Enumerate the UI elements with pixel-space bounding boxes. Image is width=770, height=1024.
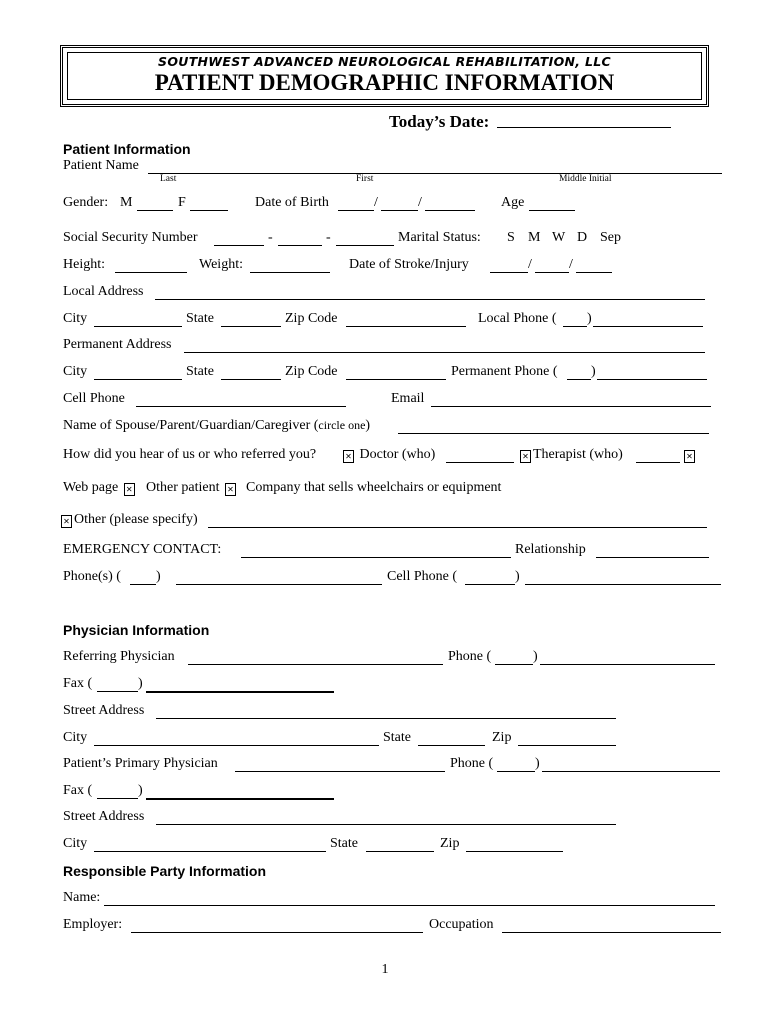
- emergency-cell-field[interactable]: [525, 584, 721, 585]
- marital-option-separated[interactable]: Sep: [600, 230, 621, 245]
- web-page-label: Web page: [63, 480, 119, 495]
- marital-option-divorced[interactable]: D: [577, 230, 588, 245]
- emergency-phone-area-field[interactable]: [130, 584, 156, 585]
- weight-label: Weight:: [199, 257, 243, 272]
- circle-one-note: circle one: [318, 418, 366, 432]
- physician-section-title: Physician Information: [63, 622, 210, 638]
- referring-phone-area-field[interactable]: [495, 664, 533, 665]
- dob-day-field[interactable]: [381, 210, 418, 211]
- referral-extra-checkbox[interactable]: ✕: [684, 450, 695, 463]
- dob-month-field[interactable]: [338, 210, 374, 211]
- permanent-address-field[interactable]: [184, 352, 705, 353]
- other-specify-checkbox[interactable]: ✕: [61, 515, 72, 528]
- dob-year-field[interactable]: [425, 210, 475, 211]
- gender-m-field[interactable]: [137, 210, 173, 211]
- email-label: Email: [391, 391, 425, 406]
- marital-status-label: Marital Status:: [398, 230, 481, 245]
- emergency-cell-area-field[interactable]: [465, 584, 515, 585]
- referral-extra-option[interactable]: [682, 447, 697, 463]
- primary-phone-area-field[interactable]: [497, 771, 535, 772]
- local-zip-field[interactable]: [346, 326, 466, 327]
- caregiver-label: [63, 418, 370, 434]
- emergency-cell-label: Cell Phone (: [387, 569, 457, 584]
- occupation-field[interactable]: [502, 932, 721, 933]
- therapist-checkbox[interactable]: ✕: [520, 450, 531, 463]
- primary-phone-label: Phone (: [450, 756, 494, 771]
- responsible-name-field[interactable]: [104, 905, 715, 906]
- stroke-day-field[interactable]: [535, 272, 569, 273]
- local-city-field[interactable]: [94, 326, 182, 327]
- permanent-city-field[interactable]: [94, 379, 182, 380]
- permanent-state-label: State: [186, 364, 214, 379]
- primary-phone-field[interactable]: [542, 771, 720, 772]
- permanent-zip-label: Zip Code: [285, 364, 338, 379]
- ssn-label: Social Security Number: [63, 230, 198, 245]
- primary-physician-label: Patient’s Primary Physician: [63, 756, 218, 771]
- other-specify-option[interactable]: [61, 512, 198, 528]
- page-number: 1: [381, 962, 389, 977]
- permanent-phone-number-field[interactable]: [597, 379, 707, 380]
- permanent-city-label: City: [63, 364, 88, 379]
- therapist-who-field[interactable]: [636, 462, 680, 463]
- local-address-label: Local Address: [63, 284, 144, 299]
- relationship-label: Relationship: [515, 542, 586, 557]
- local-phone-number-field[interactable]: [593, 326, 703, 327]
- patient-name-field[interactable]: [148, 173, 722, 174]
- todays-date-field[interactable]: [497, 127, 671, 128]
- ssn-part1-field[interactable]: [214, 245, 264, 246]
- emergency-contact-label: EMERGENCY CONTACT:: [63, 542, 222, 557]
- occupation-label: Occupation: [429, 917, 494, 932]
- primary-zip-field[interactable]: [466, 851, 563, 852]
- primary-state-label: State: [330, 836, 358, 851]
- local-phone-label: Local Phone (: [478, 311, 557, 326]
- local-state-field[interactable]: [221, 326, 281, 327]
- other-specify-field[interactable]: [208, 527, 707, 528]
- middle-initial-caption: Middle Initial: [559, 174, 612, 184]
- weight-field[interactable]: [250, 272, 330, 273]
- referring-street-field[interactable]: [156, 718, 616, 719]
- primary-fax-label: Fax (: [63, 783, 93, 798]
- primary-state-field[interactable]: [366, 851, 434, 852]
- company-option-label: Company that sells wheelchairs or equipment: [246, 480, 502, 495]
- organization-name: SOUTHWEST ADVANCED NEUROLOGICAL REHABILITATION, LLC: [158, 54, 611, 69]
- other-specify-label: Other (please specify): [74, 512, 198, 527]
- permanent-zip-field[interactable]: [346, 379, 446, 380]
- referring-fax-area-field[interactable]: [97, 691, 138, 692]
- ssn-dash-1: -: [268, 230, 273, 245]
- caregiver-field[interactable]: [398, 433, 709, 434]
- referring-fax-label: Fax (: [63, 676, 93, 691]
- emergency-contact-field[interactable]: [241, 557, 511, 558]
- marital-option-widowed[interactable]: W: [552, 230, 566, 245]
- permanent-address-label: Permanent Address: [63, 337, 172, 352]
- stroke-slash-1: /: [528, 257, 532, 272]
- referring-zip-label: Zip: [492, 730, 512, 745]
- primary-zip-label: Zip: [440, 836, 460, 851]
- other-patient-label: Other patient: [146, 480, 220, 495]
- gender-label: Gender:: [63, 195, 109, 210]
- gender-f-label: F: [178, 195, 186, 210]
- last-name-caption: Last: [160, 174, 177, 184]
- gender-f-field[interactable]: [190, 210, 228, 211]
- dob-slash-2: /: [418, 195, 422, 210]
- web-page-checkbox[interactable]: ✕: [124, 483, 135, 496]
- ssn-part3-field[interactable]: [336, 245, 394, 246]
- primary-city-label: City: [63, 836, 88, 851]
- marital-option-married[interactable]: M: [528, 230, 541, 245]
- height-field[interactable]: [115, 272, 187, 273]
- patient-name-label: Patient Name: [63, 158, 139, 173]
- permanent-phone-paren: ): [591, 364, 596, 379]
- referring-fax-field[interactable]: [146, 691, 334, 693]
- dob-label: Date of Birth: [255, 195, 329, 210]
- primary-physician-field[interactable]: [235, 771, 445, 772]
- caregiver-label-close: ): [365, 418, 371, 433]
- primary-fax-field[interactable]: [146, 798, 334, 800]
- stroke-slash-2: /: [569, 257, 573, 272]
- header-box: [60, 45, 709, 107]
- primary-fax-area-field[interactable]: [97, 798, 138, 799]
- primary-street-field[interactable]: [156, 824, 616, 825]
- primary-phone-paren: ): [535, 756, 540, 771]
- age-field[interactable]: [529, 210, 575, 211]
- local-zip-label: Zip Code: [285, 311, 338, 326]
- first-name-caption: First: [356, 174, 374, 184]
- referring-phone-label: Phone (: [448, 649, 492, 664]
- local-address-field[interactable]: [155, 299, 705, 300]
- referring-physician-label: Referring Physician: [63, 649, 175, 664]
- referring-fax-paren: ): [138, 676, 143, 691]
- referring-state-field[interactable]: [418, 745, 485, 746]
- doctor-label: Doctor (who): [359, 447, 436, 462]
- dob-slash-1: /: [374, 195, 378, 210]
- cell-phone-field[interactable]: [136, 406, 346, 407]
- doctor-checkbox[interactable]: ✕: [343, 450, 354, 463]
- referring-phone-field[interactable]: [540, 664, 715, 665]
- primary-street-label: Street Address: [63, 809, 145, 824]
- doctor-who-field[interactable]: [446, 462, 514, 463]
- referral-question: How did you hear of us or who referred you?: [63, 447, 317, 462]
- stroke-year-field[interactable]: [576, 272, 612, 273]
- primary-fax-paren: ): [138, 783, 143, 798]
- stroke-month-field[interactable]: [490, 272, 528, 273]
- ssn-dash-2: -: [326, 230, 331, 245]
- stroke-date-label: Date of Stroke/Injury: [349, 257, 469, 272]
- marital-option-single[interactable]: S: [507, 230, 515, 245]
- doctor-option[interactable]: [341, 447, 435, 463]
- permanent-state-field[interactable]: [221, 379, 281, 380]
- emergency-cell-paren: ): [515, 569, 520, 584]
- caregiver-label-text: Name of Spouse/Parent/Guardian/Caregiver (: [63, 418, 319, 433]
- form-title: PATIENT DEMOGRAPHIC INFORMATION: [154, 70, 615, 95]
- emergency-phone-paren: ): [156, 569, 161, 584]
- todays-date-label: Today’s Date:: [389, 112, 490, 131]
- referring-city-label: City: [63, 730, 88, 745]
- email-field[interactable]: [431, 406, 711, 407]
- referring-phone-paren: ): [533, 649, 538, 664]
- local-phone-paren: ): [587, 311, 592, 326]
- permanent-phone-area-field[interactable]: [567, 379, 591, 380]
- ssn-part2-field[interactable]: [278, 245, 322, 246]
- permanent-phone-label: Permanent Phone (: [451, 364, 558, 379]
- therapist-label: Therapist (who): [533, 447, 623, 462]
- emergency-phone-field[interactable]: [176, 584, 382, 585]
- primary-city-field[interactable]: [94, 851, 326, 852]
- patient-section-title: Patient Information: [63, 141, 191, 157]
- employer-field[interactable]: [131, 932, 423, 933]
- local-city-label: City: [63, 311, 88, 326]
- other-patient-checkbox[interactable]: ✕: [225, 483, 236, 496]
- web-page-option[interactable]: [63, 480, 137, 496]
- responsible-section-title: Responsible Party Information: [63, 863, 267, 879]
- height-label: Height:: [63, 257, 105, 272]
- age-label: Age: [501, 195, 525, 210]
- local-phone-area-field[interactable]: [563, 326, 587, 327]
- referring-street-label: Street Address: [63, 703, 145, 718]
- referring-physician-field[interactable]: [188, 664, 443, 665]
- employer-label: Employer:: [63, 917, 123, 932]
- referring-city-field[interactable]: [94, 745, 379, 746]
- therapist-option[interactable]: [518, 447, 623, 463]
- emergency-phones-label: Phone(s) (: [63, 569, 121, 584]
- referring-state-label: State: [383, 730, 411, 745]
- other-patient-option[interactable]: [146, 480, 238, 496]
- relationship-field[interactable]: [596, 557, 709, 558]
- responsible-name-label: Name:: [63, 890, 101, 905]
- gender-m-label: M: [120, 195, 133, 210]
- referring-zip-field[interactable]: [518, 745, 616, 746]
- local-state-label: State: [186, 311, 214, 326]
- cell-phone-label: Cell Phone: [63, 391, 125, 406]
